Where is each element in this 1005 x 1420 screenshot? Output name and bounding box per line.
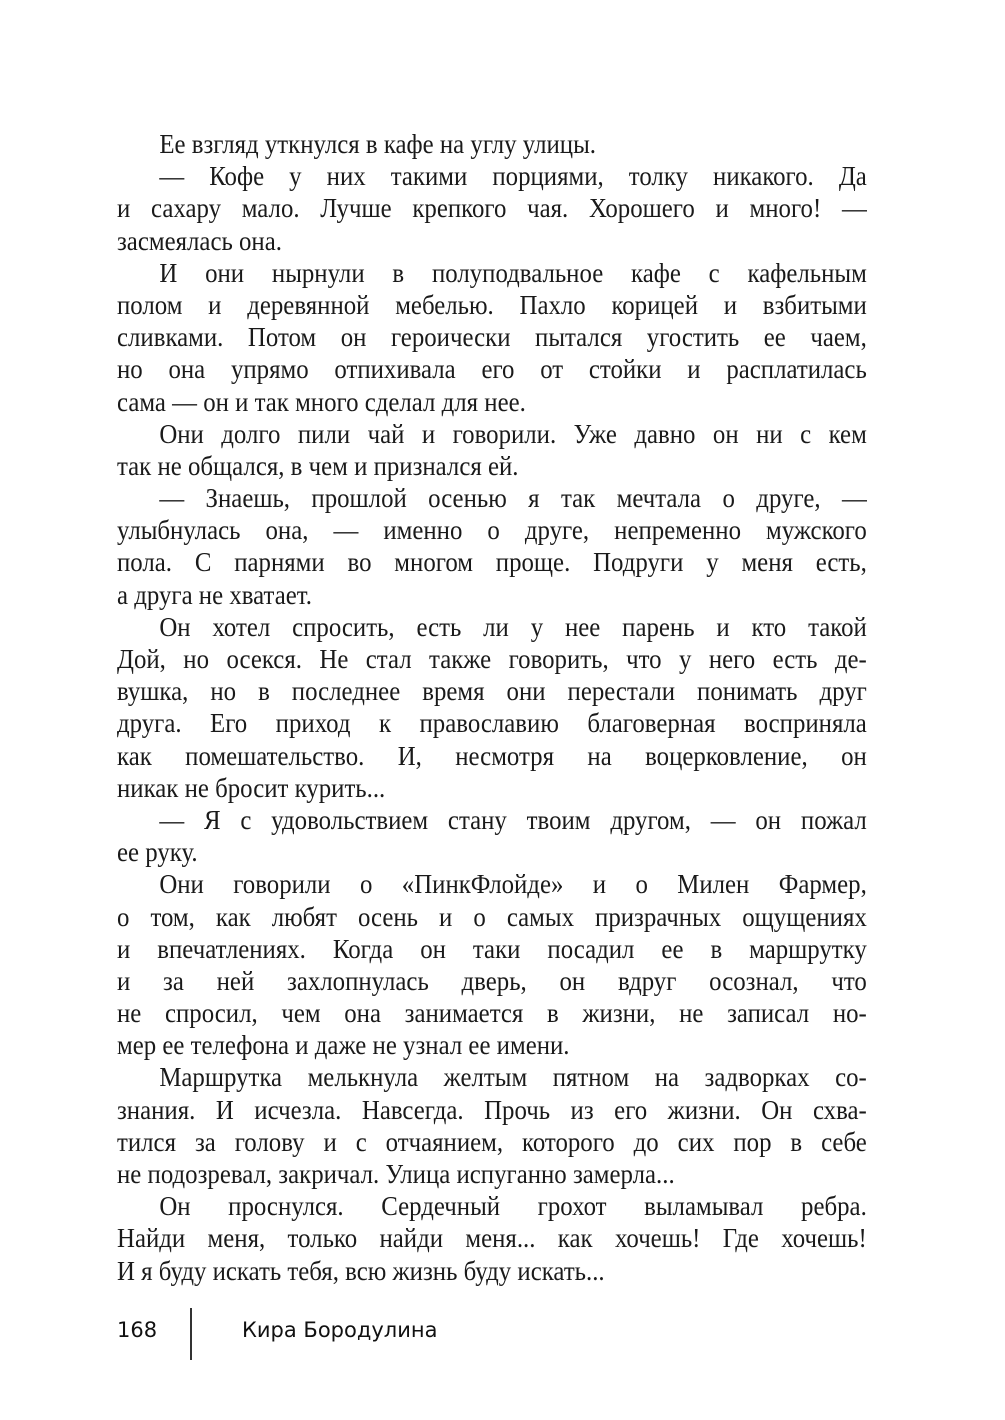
text-line: — Я с удовольствием стану твоим другом, — он пожал xyxy=(159,804,867,835)
text-line: так не общался, в чем и признался ей. xyxy=(117,450,519,481)
text-line: но она упрямо отпихивала его от стойки и расплатилась xyxy=(117,354,867,385)
running-footer-author: Кира Бородулина xyxy=(242,1318,438,1342)
text-line: засмеялась она. xyxy=(117,225,282,256)
text-line: пола. С парнями во многом проще. Подруги у меня есть, xyxy=(117,547,867,578)
text-line: Маршрутка мелькнула желтым пятном на задворках со- xyxy=(159,1062,867,1093)
text-line: о том, как любят осень и о самых призрачных ощущениях xyxy=(117,901,867,932)
text-line: вушка, но в последнее время они перестали понимать друг xyxy=(117,676,867,707)
text-line: не спросил, чем она занимается в жизни, не записал но- xyxy=(117,998,867,1029)
text-line: и впечатлениях. Когда он таки посадил ее в маршрутку xyxy=(117,933,867,964)
text-line: улыбнулась она, — именно о друге, непременно мужского xyxy=(117,515,867,546)
text-line: И я буду искать тебя, всю жизнь буду искать... xyxy=(117,1255,605,1286)
text-line: знания. И исчезла. Навсегда. Прочь из его жизни. Он схва- xyxy=(117,1094,867,1125)
text-line: никак не бросит курить... xyxy=(117,772,386,803)
text-line: Ее взгляд уткнулся в кафе на углу улицы. xyxy=(159,129,596,159)
text-line: Найди меня, только найди меня... как хочешь! Где хочешь! xyxy=(117,1223,867,1254)
text-line: друга. Его приход к православию благоверная восприняла xyxy=(117,708,867,739)
text-line: а друга не хватает. xyxy=(117,579,312,610)
text-line: тился за голову и с отчаянием, которого до сих пор в себе xyxy=(117,1126,867,1157)
text-line: — Знаешь, прошлой осенью я так мечтала о друге, — xyxy=(159,483,867,514)
text-line: не подозревал, закричал. Улица испуганно замерла... xyxy=(117,1159,675,1189)
text-line: Он проснулся. Сердечный грохот выламывал ребра. xyxy=(159,1191,867,1222)
text-line: и сахару мало. Лучше крепкого чая. Хорошего и много! — xyxy=(117,193,867,224)
text-line: сама — он и так много сделал для нее. xyxy=(117,386,526,417)
footer-divider xyxy=(190,1308,192,1360)
text-line: Он хотел спросить, есть ли у нее парень и кто такой xyxy=(159,611,867,642)
text-line: мер ее телефона и даже не узнал ее имени. xyxy=(117,1030,570,1061)
text-line: Дой, но осекся. Не стал также говорить, что у него есть де- xyxy=(117,644,867,674)
body-text xyxy=(117,128,867,1287)
text-line: полом и деревянной мебелью. Пахло корицей и взбитыми xyxy=(117,289,867,320)
text-line: — Кофе у них такими порциями, толку никакого. Да xyxy=(159,161,867,192)
text-line: и за ней захлопнулась дверь, он вдруг осознал, что xyxy=(117,965,867,996)
text-line: Они долго пили чай и говорили. Уже давно он ни с кем xyxy=(159,418,867,449)
text-line: как помешательство. И, несмотря на воцерковление, он xyxy=(117,740,867,771)
text-line: сливками. Потом он героически пытался угостить ее чаем, xyxy=(117,322,867,353)
text-line: И они нырнули в полуподвальное кафе с кафельным xyxy=(159,257,867,288)
text-line: ее руку. xyxy=(117,837,198,868)
text-line: Они говорили о «ПинкФлойде» и о Милен Фармер, xyxy=(159,869,867,900)
page-number: 168 xyxy=(117,1318,158,1342)
